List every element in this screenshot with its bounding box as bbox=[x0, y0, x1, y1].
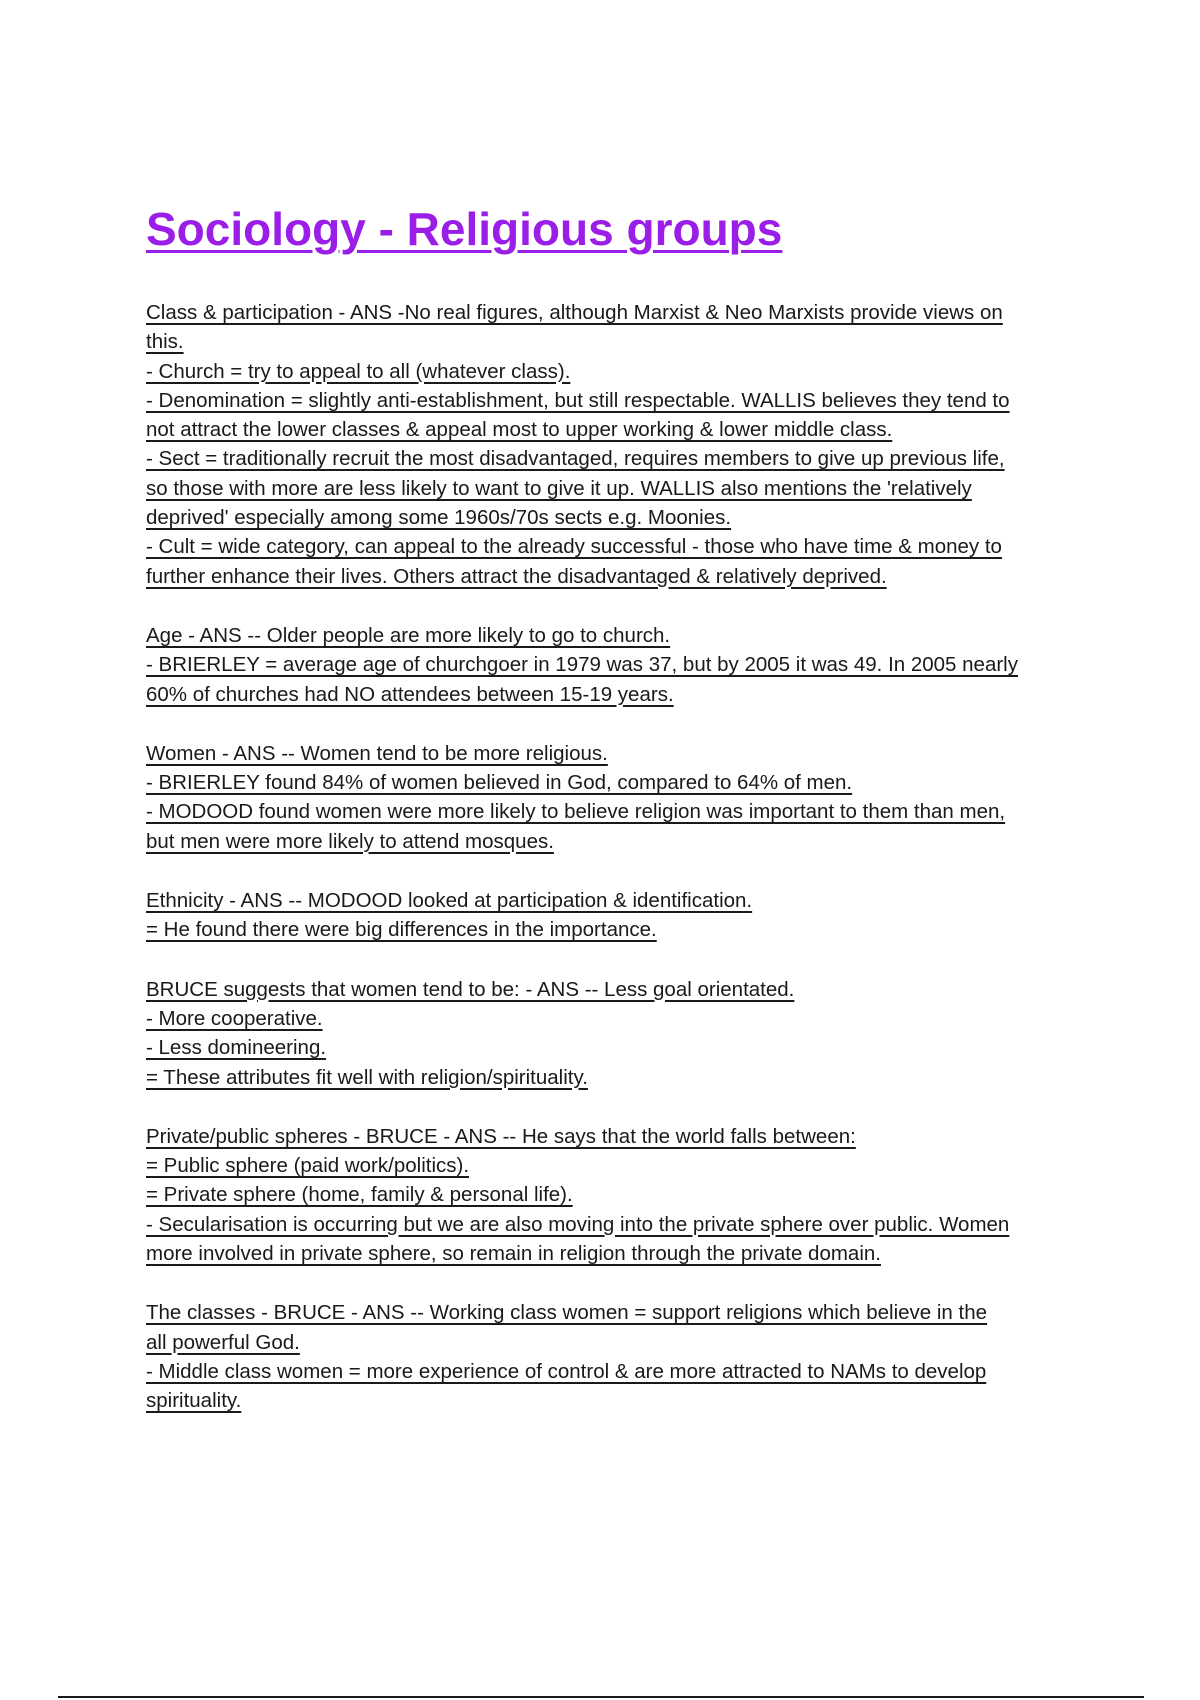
page-title: Sociology - Religious groups bbox=[146, 203, 783, 255]
note-line: - BRIERLEY found 84% of women believed in God, compared to 64% of men. bbox=[146, 771, 853, 795]
note-line: - Secularisation is occurring but we are also moving into the private sphere over public. Women bbox=[146, 1212, 1010, 1236]
note-line: this. bbox=[146, 330, 184, 354]
note-section bbox=[146, 1298, 1096, 1415]
note-line: spirituality. bbox=[146, 1389, 242, 1413]
note-line: Women - ANS -- Women tend to be more religious. bbox=[146, 741, 608, 765]
note-line: - Middle class women = more experience of control & are more attracted to NAMs to develop bbox=[146, 1359, 987, 1383]
note-section bbox=[146, 975, 1096, 1092]
note-line: more involved in private sphere, so remain in religion through the private domain. bbox=[146, 1242, 881, 1266]
note-section bbox=[146, 1122, 1096, 1268]
note-line: not attract the lower classes & appeal most to upper working & lower middle class. bbox=[146, 418, 893, 442]
note-line: 60% of churches had NO attendees between 15-19 years. bbox=[146, 682, 674, 706]
note-line: - Less domineering. bbox=[146, 1036, 327, 1060]
note-line: - MODOOD found women were more likely to believe religion was important to them than men, bbox=[146, 800, 1006, 824]
note-section bbox=[146, 739, 1096, 856]
note-line: = Private sphere (home, family & personal life). bbox=[146, 1183, 573, 1207]
note-line: The classes - BRUCE - ANS -- Working class women = support religions which believe in the bbox=[146, 1301, 988, 1325]
note-line: Class & participation - ANS -No real figures, although Marxist & Neo Marxists provide views on bbox=[146, 301, 1003, 324]
note-line: - BRIERLEY = average age of churchgoer in 1979 was 37, but by 2005 it was 49. In 2005 nearly bbox=[146, 653, 1018, 677]
note-line: - Cult = wide category, can appeal to the already successful - those who have time & money to bbox=[146, 535, 1002, 559]
note-line: = He found there were big differences in the importance. bbox=[146, 918, 657, 942]
note-line: so those with more are less likely to want to give it up. WALLIS also mentions the 'relatively bbox=[146, 476, 972, 500]
note-line: but men were more likely to attend mosques. bbox=[146, 829, 554, 853]
note-line: all powerful God. bbox=[146, 1330, 300, 1354]
note-line: = Public sphere (paid work/politics). bbox=[146, 1154, 470, 1178]
note-section bbox=[146, 621, 1096, 709]
note-line: BRUCE suggests that women tend to be: - ANS -- Less goal orientated. bbox=[146, 977, 795, 1001]
notes-body bbox=[146, 298, 1096, 1446]
note-line: Age - ANS -- Older people are more likely to go to church. bbox=[146, 623, 671, 647]
note-line: further enhance their lives. Others attract the disadvantaged & relatively deprived. bbox=[146, 564, 887, 588]
page-bottom-divider bbox=[58, 1696, 1144, 1698]
note-line: = These attributes fit well with religion/spirituality. bbox=[146, 1065, 588, 1089]
note-line: - More cooperative. bbox=[146, 1006, 323, 1030]
note-line: deprived' especially among some 1960s/70s sects e.g. Moonies. bbox=[146, 506, 732, 530]
note-line: Private/public spheres - BRUCE - ANS -- He says that the world falls between: bbox=[146, 1124, 856, 1148]
note-section bbox=[146, 886, 1096, 945]
note-line: - Sect = traditionally recruit the most disadvantaged, requires members to give up previous life, bbox=[146, 447, 1005, 471]
note-line: - Church = try to appeal to all (whatever class). bbox=[146, 359, 571, 383]
note-section bbox=[146, 298, 1096, 591]
note-line: Ethnicity - ANS -- MODOOD looked at participation & identification. bbox=[146, 889, 753, 913]
note-line: - Denomination = slightly anti-establishment, but still respectable. WALLIS believes they tend to bbox=[146, 388, 1010, 412]
